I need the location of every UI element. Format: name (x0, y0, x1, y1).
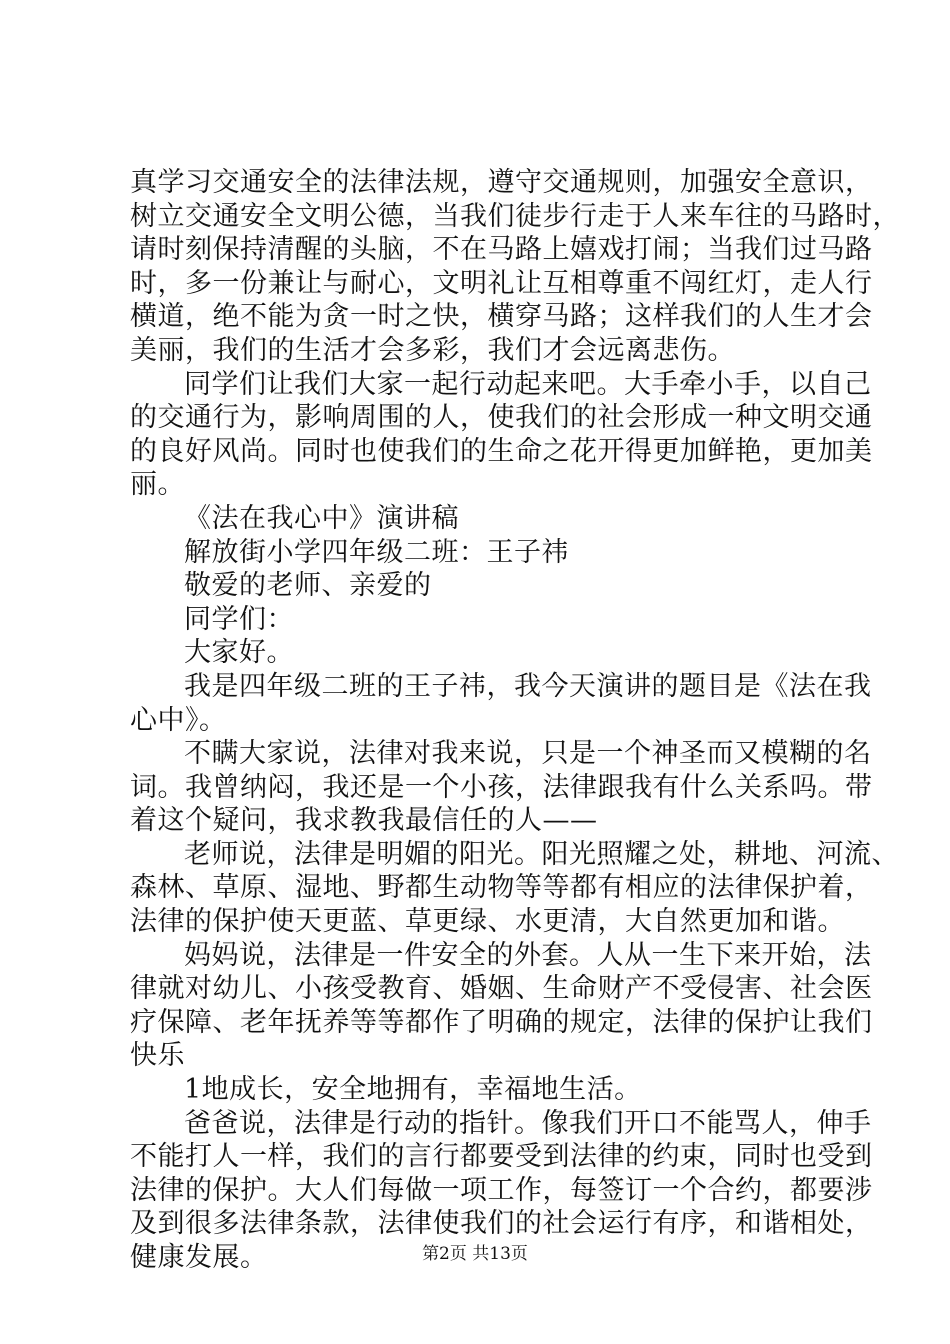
text-line: 法律的保护。大人们每做一项工作，每签订一个合约，都要涉 (130, 1174, 873, 1206)
text-line: 心中》。 (130, 704, 227, 736)
text-line: 我是四年级二班的王子祎，我今天演讲的题目是《法在我 (184, 670, 872, 702)
text-line: 老师说，法律是明媚的阳光。阳光照耀之处，耕地、河流、 (184, 838, 899, 870)
text-line: 解放街小学四年级二班：王子祎 (184, 536, 569, 568)
text-line: 不能打人一样，我们的言行都要受到法律的约束，同时也受到 (130, 1141, 873, 1173)
text-line: 不瞒大家说，法律对我来说，只是一个神圣而又模糊的名 (184, 738, 872, 770)
page-footer (0, 1243, 950, 1265)
text-line: 森林、草原、湿地、野都生动物等等都有相应的法律保护着， (130, 872, 873, 904)
text-line: 的良好风尚。同时也使我们的生命之花开得更加鲜艳，更加美 (130, 435, 873, 467)
text-line: 同学们： (184, 603, 294, 635)
text-line: 法律的保护使天更蓝、草更绿、水更清，大自然更加和谐。 (130, 906, 845, 938)
text-line: 及到很多法律条款，法律使我们的社会运行有序，和谐相处， (130, 1208, 873, 1240)
text-line: 《法在我心中》演讲稿 (184, 502, 459, 534)
text-line: 词。我曾纳闷，我还是一个小孩，法律跟我有什么关系吗。带 (130, 771, 873, 803)
text-line: 健康发展。 (130, 1242, 268, 1273)
text-line: 1地成长，安全地拥有，幸福地生活。 (184, 1074, 642, 1106)
text-line: 时，多一份兼让与耐心，文明礼让互相尊重不闯红灯，走人行 (130, 267, 873, 299)
text-line: 真学习交通安全的法律法规，遵守交通规则，加强安全意识， (130, 167, 873, 198)
text-line: 快乐 (130, 1040, 185, 1072)
text-line: 丽。 (130, 469, 185, 501)
text-line: 美丽，我们的生活才会多彩，我们才会远离悲伤。 (130, 334, 735, 366)
text-line: 横道，绝不能为贪一时之快，横穿马路；这样我们的人生才会 (130, 301, 873, 333)
text-line: 妈妈说，法律是一件安全的外套。人从一生下来开始，法 (184, 939, 872, 971)
text-line: 大家好。 (184, 637, 294, 669)
text-line: 树立交通安全文明公德，当我们徒步行走于人来车往的马路时， (130, 200, 900, 232)
page-number-label: 第2页 共13页 (422, 1244, 528, 1264)
text-line: 敬爱的老师、亲爱的 (184, 570, 432, 602)
text-line: 的交通行为，影响周围的人，使我们的社会形成一种文明交通 (130, 402, 873, 434)
text-line: 爸爸说，法律是行动的指针。像我们开口不能骂人，伸手 (184, 1107, 872, 1139)
text-line: 律就对幼儿、小孩受教育、婚姻、生命财产不受侵害、社会医 (130, 973, 873, 1005)
text-line: 请时刻保持清醒的头脑，不在马路上嬉戏打闹；当我们过马路 (130, 234, 873, 266)
text-line: 同学们让我们大家一起行动起来吧。大手牵小手，以自己 (184, 368, 872, 400)
text-line: 着这个疑问，我求教我最信任的人—— (130, 805, 598, 837)
text-line: 疗保障、老年抚养等等都作了明确的规定，法律的保护让我们 (130, 1006, 873, 1038)
document-body (130, 166, 900, 1275)
